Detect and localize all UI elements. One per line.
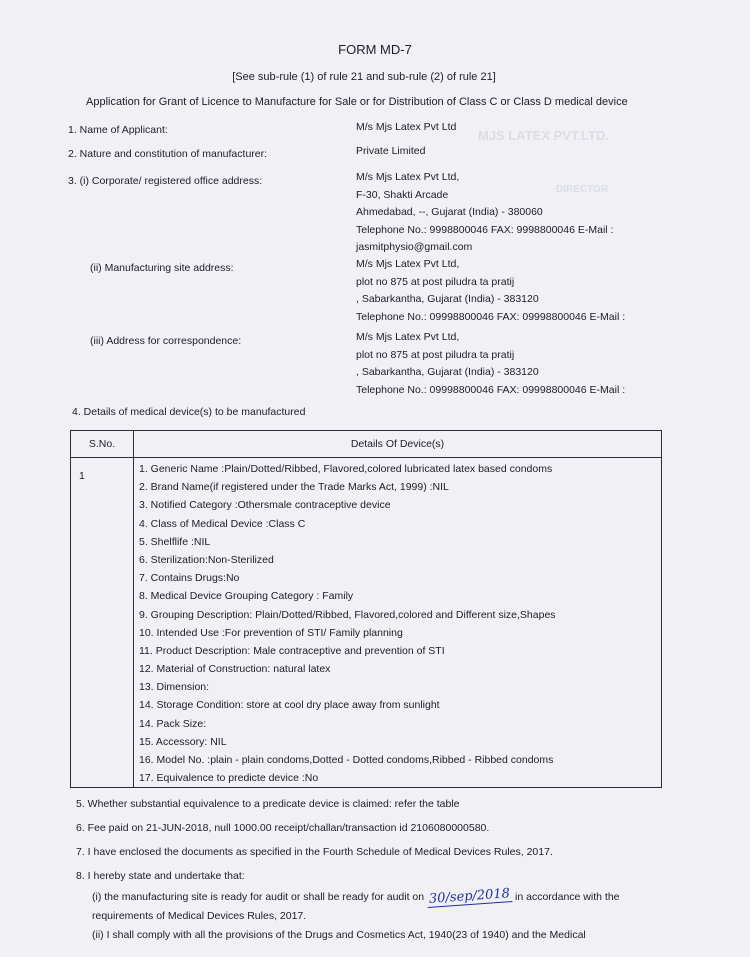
address-line: plot no 875 at post piludra ta pratij — [356, 275, 515, 288]
address-line: M/s Mjs Latex Pvt Ltd, — [356, 331, 460, 343]
device-detail-item: 17. Equivalence to predicte device :No — [139, 772, 319, 785]
device-details-list — [139, 460, 661, 787]
correspondence-address — [356, 329, 625, 399]
address-line: Telephone No.: 09998800046 FAX: 09998800046 E-Mail : — [356, 310, 626, 323]
table-header-row — [71, 431, 662, 458]
form-title: FORM MD-7 — [338, 42, 412, 57]
address-line: M/s Mjs Latex Pvt Ltd, — [356, 258, 460, 270]
correspondence-label: (iii) Address for correspondence: — [90, 335, 242, 347]
device-detail-item: 14. Storage Condition: store at cool dry place away from sunlight — [139, 699, 440, 712]
form-intro: Application for Grant of Licence to Manufacture for Sale or for Distribution of Class C or Class D medical device — [86, 96, 628, 108]
address-line: , Sabarkantha, Gujarat (India) - 383120 — [356, 366, 539, 378]
col-details-header: Details Of Device(s) — [134, 431, 662, 458]
handwritten-audit-date: 30/sep/2018 — [427, 886, 513, 908]
item-8-i-continued: requirements of Medical Devices Rules, 2017. — [92, 910, 307, 922]
item-8-ii: (ii) I shall comply with all the provisions of the Drugs and Cosmetics Act, 1940(23 of 1940) and the Medical — [92, 929, 586, 941]
show-through-director: DIRECTOR — [556, 184, 609, 195]
address-line: , Sabarkantha, Gujarat (India) - 383120 — [356, 293, 539, 305]
device-detail-item: 12. Material of Construction: natural latex — [139, 663, 331, 676]
device-detail-item: 14. Pack Size: — [139, 717, 207, 730]
corporate-address — [356, 169, 613, 257]
item-8-i-text-after: in accordance with the — [515, 891, 620, 903]
device-detail-item: 7. Contains Drugs:No — [139, 572, 240, 585]
device-detail-item: 13. Dimension: — [139, 681, 210, 694]
device-detail-item: 5. Shelflife :NIL — [139, 535, 211, 548]
col-sno-header: S.No. — [71, 431, 134, 458]
address-line: M/s Mjs Latex Pvt Ltd, — [356, 171, 460, 183]
devices-table — [70, 430, 662, 788]
row-sno: 1 — [71, 458, 134, 788]
show-through-stamp: MJS LATEX PVT.LTD. — [478, 128, 609, 143]
row-details — [134, 458, 662, 788]
devices-heading: 4. Details of medical device(s) to be manufactured — [72, 406, 306, 418]
device-detail-item: 10. Intended Use :For prevention of STI/ Family planning — [139, 626, 403, 639]
device-detail-item: 15. Accessory: NIL — [139, 735, 227, 748]
address-line: F-30, Shakti Arcade — [356, 188, 449, 201]
corporate-address-label: 3. (i) Corporate/ registered office address: — [68, 175, 263, 187]
device-detail-item: 4. Class of Medical Device :Class C — [139, 517, 306, 530]
device-detail-item: 11. Product Description: Male contraceptive and prevention of STI — [139, 644, 445, 657]
address-line: Ahmedabad, --, Gujarat (India) - 380060 — [356, 206, 543, 218]
form-subtitle: [See sub-rule (1) of rule 21 and sub-rule (2) of rule 21] — [232, 71, 496, 83]
item-6: 6. Fee paid on 21-JUN-2018, null 1000.00 receipt/challan/transaction id 2106080000580. — [76, 822, 490, 834]
item-8: 8. I hereby state and undertake that: — [76, 870, 245, 882]
nature-label: 2. Nature and constitution of manufacturer: — [68, 148, 268, 160]
mfg-site-label: (ii) Manufacturing site address: — [90, 262, 234, 274]
item-8-i-text: (i) the manufacturing site is ready for audit or shall be ready for audit on — [92, 891, 425, 903]
device-detail-item: 6. Sterilization:Non-Sterilized — [139, 553, 274, 566]
address-line: plot no 875 at post piludra ta pratij — [356, 348, 515, 361]
device-detail-item: 8. Medical Device Grouping Category : Family — [139, 590, 354, 603]
nature-value: Private Limited — [356, 145, 426, 157]
item-7: 7. I have enclosed the documents as specified in the Fourth Schedule of Medical Devices Rules, 2017. — [76, 846, 553, 858]
applicant-value: M/s Mjs Latex Pvt Ltd — [356, 121, 457, 133]
mfg-site-address — [356, 256, 625, 326]
table-row — [71, 458, 662, 788]
address-line: jasmitphysio@gmail.com — [356, 241, 473, 253]
item-8-i — [92, 886, 620, 907]
address-line: Telephone No.: 09998800046 FAX: 09998800046 E-Mail : — [356, 383, 626, 396]
applicant-label: 1. Name of Applicant: — [68, 124, 168, 136]
item-5: 5. Whether substantial equivalence to a predicate device is claimed: refer the table — [76, 798, 460, 810]
device-detail-item: 9. Grouping Description: Plain/Dotted/Ribbed, Flavored,colored and Different size,Shapes — [139, 608, 556, 621]
device-detail-item: 2. Brand Name(if registered under the Trade Marks Act, 1999) :NIL — [139, 481, 449, 494]
device-detail-item: 16. Model No. :plain - plain condoms,Dotted - Dotted condoms,Ribbed - Ribbed condoms — [139, 754, 554, 766]
device-detail-item: 3. Notified Category :Othersmale contraceptive device — [139, 499, 391, 512]
device-detail-item: 1. Generic Name :Plain/Dotted/Ribbed, Flavored,colored lubricated latex based condoms — [139, 463, 553, 475]
address-line: Telephone No.: 9998800046 FAX: 9998800046 E-Mail : — [356, 223, 614, 236]
